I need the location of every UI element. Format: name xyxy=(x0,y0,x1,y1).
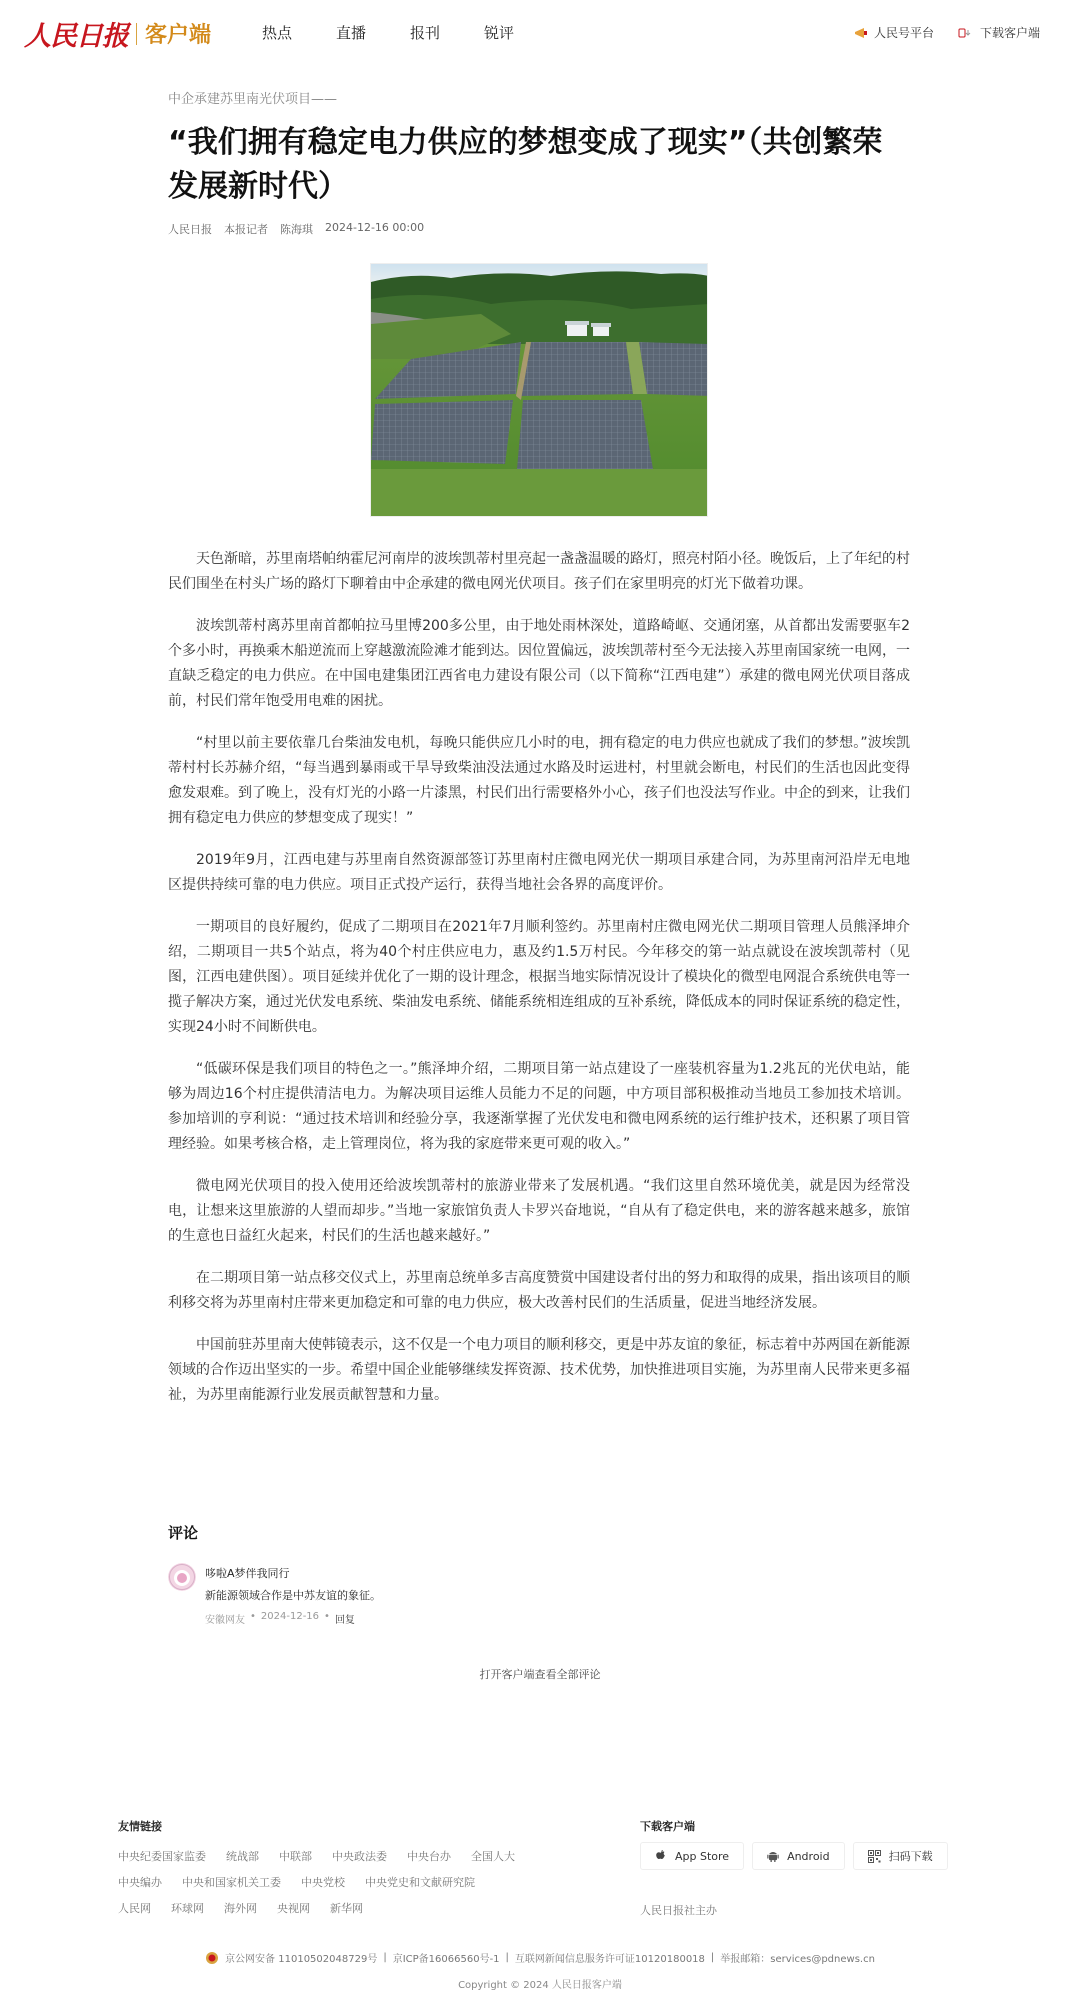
android-label: Android xyxy=(787,1849,830,1863)
friend-link[interactable]: 中央党史和文献研究院 xyxy=(365,1876,475,1889)
download-app-icon xyxy=(958,27,974,39)
article-paragraph: 天色渐暗，苏里南塔帕纳霍尼河南岸的波埃凯蒂村里亮起一盏盏温暖的路灯，照亮村陌小径。晚饭后，上了年纪的村民们围坐在村头广场的路灯下聊着由中企承建的微电网光伏项目。孩子们在家里明亮的灯光下做着功课。 xyxy=(168,551,910,592)
qr-download-button[interactable] xyxy=(853,1842,948,1870)
header-right xyxy=(830,24,1040,41)
megaphone-icon xyxy=(854,27,868,39)
android-button[interactable] xyxy=(752,1842,845,1870)
article xyxy=(168,88,910,1425)
comment-reply-button[interactable]: 回复 xyxy=(334,1615,355,1626)
article-paragraph: 一期项目的良好履约，促成了二期项目在2021年7月顺利签约。苏里南村庄微电网光伏二期项目管理人员熊泽坤介绍，二期项目一共5个站点，将为40个村庄供应电力，惠及约1.5万村民。今年移交的第一站点就设在波埃凯蒂村（见图，江西电建供图）。项目延续并优化了一期的设计理念，根据当地实际情况设计了模块化的微型电网混合系统供电等一揽子解决方案，通过光伏发电系统、柴油发电系统、储能系统相连组成的互补系统，降低成本的同时保证系统的稳定性，实现24小时不间断供电。 xyxy=(168,919,910,1035)
copyright: Copyright © 2024 人民日报客户端 xyxy=(458,1980,622,1991)
comment-date: 2024-12-16 xyxy=(260,1611,320,1622)
friend-link[interactable]: 中央编办 xyxy=(118,1876,162,1889)
nav-item-live[interactable]: 直播 xyxy=(336,24,367,42)
view-all-comments-link[interactable]: 打开客户端查看全部评论 xyxy=(479,1668,601,1681)
article-meta xyxy=(168,221,910,237)
friend-link[interactable]: 统战部 xyxy=(226,1850,259,1863)
article-paragraph: 中国前驻苏里南大使韩镜表示，这不仅是一个电力项目的顺利移交，更是中苏友谊的象征，标志着中苏两国在新能源领域的合作迈出坚实的一步。希望中国企业能够继续发挥资源、技术优势，加快推进项目实施，为苏里南人民带来更多福祉，为苏里南能源行业发展贡献智慧和力量。 xyxy=(168,1337,910,1403)
friend-link[interactable]: 中联部 xyxy=(279,1850,312,1863)
top-header xyxy=(0,0,1080,66)
beian-icp[interactable]: 京ICP备16066560号-1 xyxy=(392,1954,500,1965)
comments-title: 评论 xyxy=(168,1524,199,1542)
friend-link[interactable]: 中央党校 xyxy=(301,1876,345,1889)
article-body xyxy=(168,547,910,1408)
friend-link[interactable]: 人民网 xyxy=(118,1902,151,1915)
comment-item xyxy=(168,1563,910,1633)
platform-link-label: 人民号平台 xyxy=(873,26,934,40)
friend-links-title: 友情链接 xyxy=(118,1820,162,1833)
comment-text: 新能源领域合作是中苏友谊的象征。 xyxy=(205,1589,381,1602)
user-avatar-icon xyxy=(168,1563,196,1591)
logo-divider xyxy=(136,23,137,45)
article-role: 本报记者 xyxy=(224,223,268,236)
friend-link[interactable]: 海外网 xyxy=(224,1902,257,1915)
article-author: 陈海琪 xyxy=(280,223,313,236)
article-kicker: 中企承建苏里南光伏项目—— xyxy=(168,92,338,107)
article-photo xyxy=(370,263,708,517)
beian-police[interactable]: 京公网安备 11010502048729号 xyxy=(225,1954,378,1965)
main-nav xyxy=(262,22,558,43)
comments-section xyxy=(168,1522,910,1633)
nav-item-hot[interactable]: 热点 xyxy=(262,24,293,42)
download-section-title: 下载客户端 xyxy=(640,1820,695,1833)
logo-main-text: 人民日报 xyxy=(24,21,128,52)
article-paragraph: “低碳环保是我们项目的特色之一。”熊泽坤介绍，二期项目第一站点建设了一座装机容量为1.2兆瓦的光伏电站，能够为周边16个村庄提供清洁电力。为解决项目运维人员能力不足的问题，中方项目部积极推动当地员工参加技术培训。参加培训的亨利说：“通过技术培训和经验分享，我逐渐掌握了光伏发电和微电网系统的运行维护技术，还积累了项目管理经验。如果考核合格，走上管理岗位，将为我的家庭带来更可观的收入。” xyxy=(168,1061,910,1152)
beian-license[interactable]: 互联网新闻信息服务许可证10120180018 xyxy=(514,1954,705,1965)
article-paragraph: 微电网光伏项目的投入使用还给波埃凯蒂村的旅游业带来了发展机遇。“我们这里自然环境优美，就是因为经常没电，让想来这里旅游的人望而却步。”当地一家旅馆负责人卡罗兴奋地说，“自从有了稳定供电，来的游客越来越多，旅馆的生意也日益红火起来，村民们的生活也越来越好。” xyxy=(168,1178,910,1244)
friend-links-row xyxy=(118,1874,558,1890)
app-store-button[interactable] xyxy=(640,1842,744,1870)
qr-code-icon xyxy=(868,1850,881,1863)
beian-info: 京公网安备 11010502048729号 | 京ICP备16066560号-1 | 互联网新闻信息服务许可证10120180018 | 举报邮箱：services@pdnews.cn xyxy=(0,1950,1080,1965)
download-link-label: 下载客户端 xyxy=(979,26,1040,40)
friend-link[interactable]: 新华网 xyxy=(330,1902,363,1915)
friend-link[interactable]: 中央纪委国家监委 xyxy=(118,1850,206,1863)
friend-links-row xyxy=(118,1848,558,1864)
avatar[interactable] xyxy=(168,1563,196,1591)
police-badge-icon xyxy=(205,1951,219,1965)
friend-link[interactable]: 中央和国家机关工委 xyxy=(182,1876,281,1889)
friend-link[interactable]: 中央政法委 xyxy=(332,1850,387,1863)
comment-meta: 安徽网友 • 2024-12-16 • 回复 xyxy=(205,1611,355,1626)
friend-links-row xyxy=(118,1900,558,1916)
friend-links xyxy=(118,1848,558,1926)
solar-farm-image xyxy=(371,264,708,517)
nav-item-newspaper[interactable]: 报刊 xyxy=(410,24,441,42)
friend-link[interactable]: 央视网 xyxy=(277,1902,310,1915)
platform-link[interactable] xyxy=(854,24,934,41)
article-title: “我们拥有稳定电力供应的梦想变成了现实”（共创繁荣发展新时代） xyxy=(168,125,883,204)
logo-sub-text: 客户端 xyxy=(145,23,212,48)
article-paragraph: 在二期项目第一站点移交仪式上，苏里南总统单多吉高度赞赏中国建设者付出的努力和取得的成果，指出该项目的顺利移交将为苏里南村庄带来更加稳定和可靠的电力供应，极大改善村民们的生活质量，促进当地经济发展。 xyxy=(168,1270,910,1311)
app-store-label: App Store xyxy=(675,1849,730,1863)
android-icon xyxy=(767,1849,779,1863)
qr-download-label: 扫码下载 xyxy=(888,1850,933,1863)
nav-item-commentary[interactable]: 锐评 xyxy=(484,24,515,42)
host-organization: 人民日报社主办 xyxy=(640,1904,717,1917)
friend-link[interactable]: 全国人大 xyxy=(471,1850,515,1863)
comment-username[interactable]: 哆啦A梦伴我同行 xyxy=(205,1567,290,1580)
download-link[interactable] xyxy=(958,24,1040,41)
report-email[interactable]: 举报邮箱：services@pdnews.cn xyxy=(720,1954,875,1965)
article-date: 2024-12-16 00:00 xyxy=(325,221,425,234)
comment-location: 安徽网友 xyxy=(205,1615,245,1626)
site-logo[interactable] xyxy=(24,14,211,53)
article-source: 人民日报 xyxy=(168,223,212,236)
friend-link[interactable]: 环球网 xyxy=(171,1902,204,1915)
apple-icon xyxy=(655,1849,667,1863)
friend-link[interactable]: 中央台办 xyxy=(407,1850,451,1863)
article-paragraph: 波埃凯蒂村离苏里南首都帕拉马里博200多公里，由于地处雨林深处，道路崎岖、交通闭塞，从首都出发需要驱车2个多小时，再换乘木船逆流而上穿越激流险滩才能到达。因位置偏远，波埃凯蒂村至今无法接入苏里南国家统一电网，一直缺乏稳定的电力供应。在中国电建集团江西省电力建设有限公司（以下简称“江西电建”）承建的微电网光伏项目落成前，村民们常年饱受用电难的困扰。 xyxy=(168,618,910,709)
article-paragraph: 2019年9月，江西电建与苏里南自然资源部签订苏里南村庄微电网光伏一期项目承建合同，为苏里南河沿岸无电地区提供持续可靠的电力供应。项目正式投产运行，获得当地社会各界的高度评价。 xyxy=(168,852,910,893)
article-paragraph: “村里以前主要依靠几台柴油发电机，每晚只能供应几小时的电，拥有稳定的电力供应也就成了我们的梦想。”波埃凯蒂村村长苏赫介绍，“每当遇到暴雨或干旱导致柴油没法通过水路及时运进村，村里就会断电，村民们的生活也因此变得愈发艰难。到了晚上，没有灯光的小路一片漆黑，村民们出行需要格外小心，孩子们也没法写作业。中企的到来，让我们拥有稳定电力供应的梦想变成了现实！” xyxy=(168,735,910,826)
download-buttons xyxy=(640,1842,956,1870)
